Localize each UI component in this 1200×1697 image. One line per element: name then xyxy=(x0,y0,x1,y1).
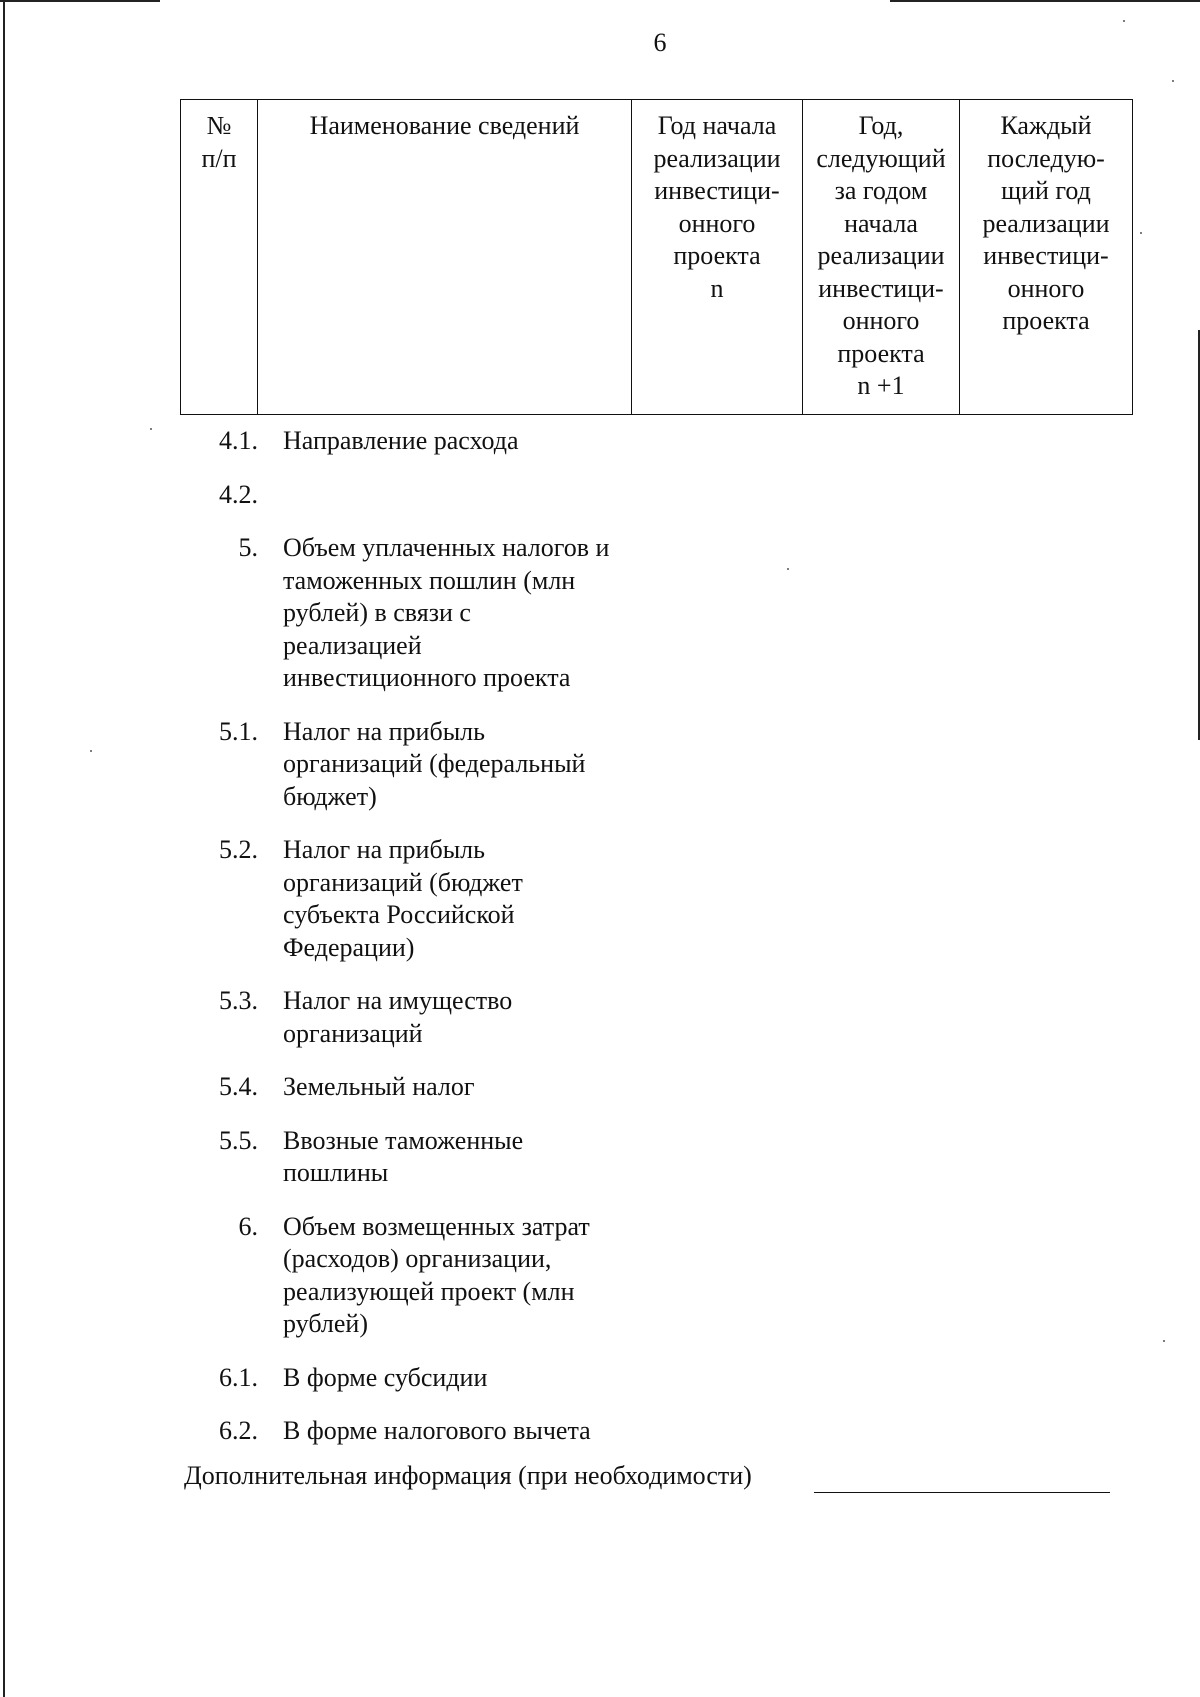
scan-speck xyxy=(1172,80,1174,82)
item-text xyxy=(283,479,653,512)
column-header-line: онного xyxy=(1007,273,1085,303)
column-header-line: Год, xyxy=(858,111,904,140)
column-header-line: проекта xyxy=(1002,306,1090,335)
scan-speck xyxy=(1123,20,1125,22)
item-number: 5. xyxy=(238,533,258,562)
column-header-line: проекта xyxy=(837,338,925,368)
column-header-line: инвестици- xyxy=(818,273,944,303)
item-text xyxy=(283,1211,653,1341)
item-text-line: рублей) xyxy=(283,1309,368,1338)
left-border-line xyxy=(3,0,5,1697)
column-header-name xyxy=(258,100,632,415)
item-text xyxy=(283,425,653,458)
column-header-line: инвестици- xyxy=(654,176,780,205)
item-text xyxy=(283,1125,653,1190)
item-number: 4.1. xyxy=(219,426,258,455)
item-text-line: субъекта Российской xyxy=(283,900,515,929)
column-header-start-year xyxy=(632,100,803,415)
item-text-line: Налог на прибыль xyxy=(283,835,485,864)
column-header-line: последую- xyxy=(987,143,1105,173)
list-item xyxy=(180,532,880,695)
scan-speck xyxy=(1163,1340,1165,1342)
item-number: 6.1. xyxy=(219,1362,258,1392)
item-text-line: пошлины xyxy=(283,1158,389,1187)
column-header-number xyxy=(181,100,258,415)
list-item xyxy=(180,425,880,458)
list-item xyxy=(180,1415,880,1448)
item-text xyxy=(283,834,653,964)
item-list xyxy=(180,425,880,1469)
column-header-line: онного xyxy=(842,306,920,335)
item-number: 5.3. xyxy=(219,986,258,1015)
item-text xyxy=(283,1362,653,1395)
list-item xyxy=(180,834,880,964)
column-header-line: щий год xyxy=(1001,176,1091,205)
scan-speck xyxy=(787,568,789,570)
list-item xyxy=(180,1125,880,1190)
item-text xyxy=(283,532,653,695)
item-text-line xyxy=(283,479,653,512)
top-border-line xyxy=(0,0,160,2)
column-header-line: п/п xyxy=(201,143,237,173)
item-text-line: Налог на имущество xyxy=(283,986,513,1015)
list-item xyxy=(180,479,880,512)
scan-speck xyxy=(1140,232,1142,234)
scan-speck xyxy=(150,428,152,430)
item-text xyxy=(283,1071,653,1104)
table-header-row xyxy=(181,100,1133,415)
column-header-line: реализации xyxy=(817,241,945,270)
item-text-line: Федерации) xyxy=(283,932,415,962)
scan-speck xyxy=(90,750,92,752)
column-header-line: проекта xyxy=(673,241,761,270)
item-number: 4.2. xyxy=(219,479,258,509)
item-text-line: Земельный налог xyxy=(283,1072,475,1101)
column-header-line: № xyxy=(206,111,232,140)
item-text-line: организаций xyxy=(283,1018,423,1048)
list-item xyxy=(180,1362,880,1395)
column-header-line: начала xyxy=(844,208,918,238)
top-right-border-line xyxy=(890,0,1200,2)
list-item xyxy=(180,1211,880,1341)
header-table xyxy=(180,99,1133,415)
item-text-line: В форме налогового вычета xyxy=(283,1416,591,1445)
item-text-line: инвестиционного проекта xyxy=(283,663,571,692)
column-header-each-following-year xyxy=(960,100,1133,415)
item-number: 5.5. xyxy=(219,1125,258,1155)
item-text-line: организаций (бюджет xyxy=(283,867,523,897)
item-text xyxy=(283,1415,653,1448)
item-number: 5.1. xyxy=(219,716,258,746)
item-text-line: В форме субсидии xyxy=(283,1362,488,1392)
additional-info-blank-line xyxy=(814,1492,1110,1493)
column-header-line: реализации xyxy=(653,143,781,173)
list-item xyxy=(180,985,880,1050)
item-text-line: Объем уплаченных налогов и xyxy=(283,533,610,562)
item-text xyxy=(283,985,653,1050)
column-header-line: n +1 xyxy=(857,371,905,400)
item-text-line: организаций (федеральный xyxy=(283,749,586,778)
item-number: 5.4. xyxy=(219,1072,258,1101)
column-header-line: онного xyxy=(678,208,756,238)
list-item xyxy=(180,716,880,814)
item-number: 5.2. xyxy=(219,835,258,864)
column-header-next-year xyxy=(803,100,960,415)
column-header-line: инвестици- xyxy=(983,241,1109,270)
column-header-line: Наименование сведений xyxy=(309,111,580,140)
item-text-line: реализующей проект (млн xyxy=(283,1276,575,1306)
item-text-line: рублей) в связи с xyxy=(283,598,471,627)
column-header-line: реализации xyxy=(982,208,1110,238)
list-item xyxy=(180,1071,880,1104)
item-text-line: реализацией xyxy=(283,630,422,660)
column-header-line: Год начала xyxy=(657,111,777,140)
item-text-line: Ввозные таможенные xyxy=(283,1125,524,1155)
page-number: 6 xyxy=(653,28,667,57)
item-text xyxy=(283,716,653,814)
item-number: 6.2. xyxy=(219,1416,258,1445)
item-text-line: Налог на прибыль xyxy=(283,716,485,746)
item-text-line: Объем возмещенных затрат xyxy=(283,1211,590,1241)
column-header-line: следующий xyxy=(816,143,946,173)
column-header-line: Каждый xyxy=(1000,111,1092,140)
item-text-line: бюджет) xyxy=(283,781,377,811)
item-text-line: таможенных пошлин (млн xyxy=(283,565,576,595)
item-text-line: Направление расхода xyxy=(283,426,519,455)
column-header-line: n xyxy=(710,273,724,303)
item-number: 6. xyxy=(238,1211,258,1241)
column-header-line: за годом xyxy=(834,176,928,205)
item-text-line: (расходов) организации, xyxy=(283,1244,552,1273)
additional-info-label: Дополнительная информация (при необходимости) xyxy=(184,1461,752,1490)
